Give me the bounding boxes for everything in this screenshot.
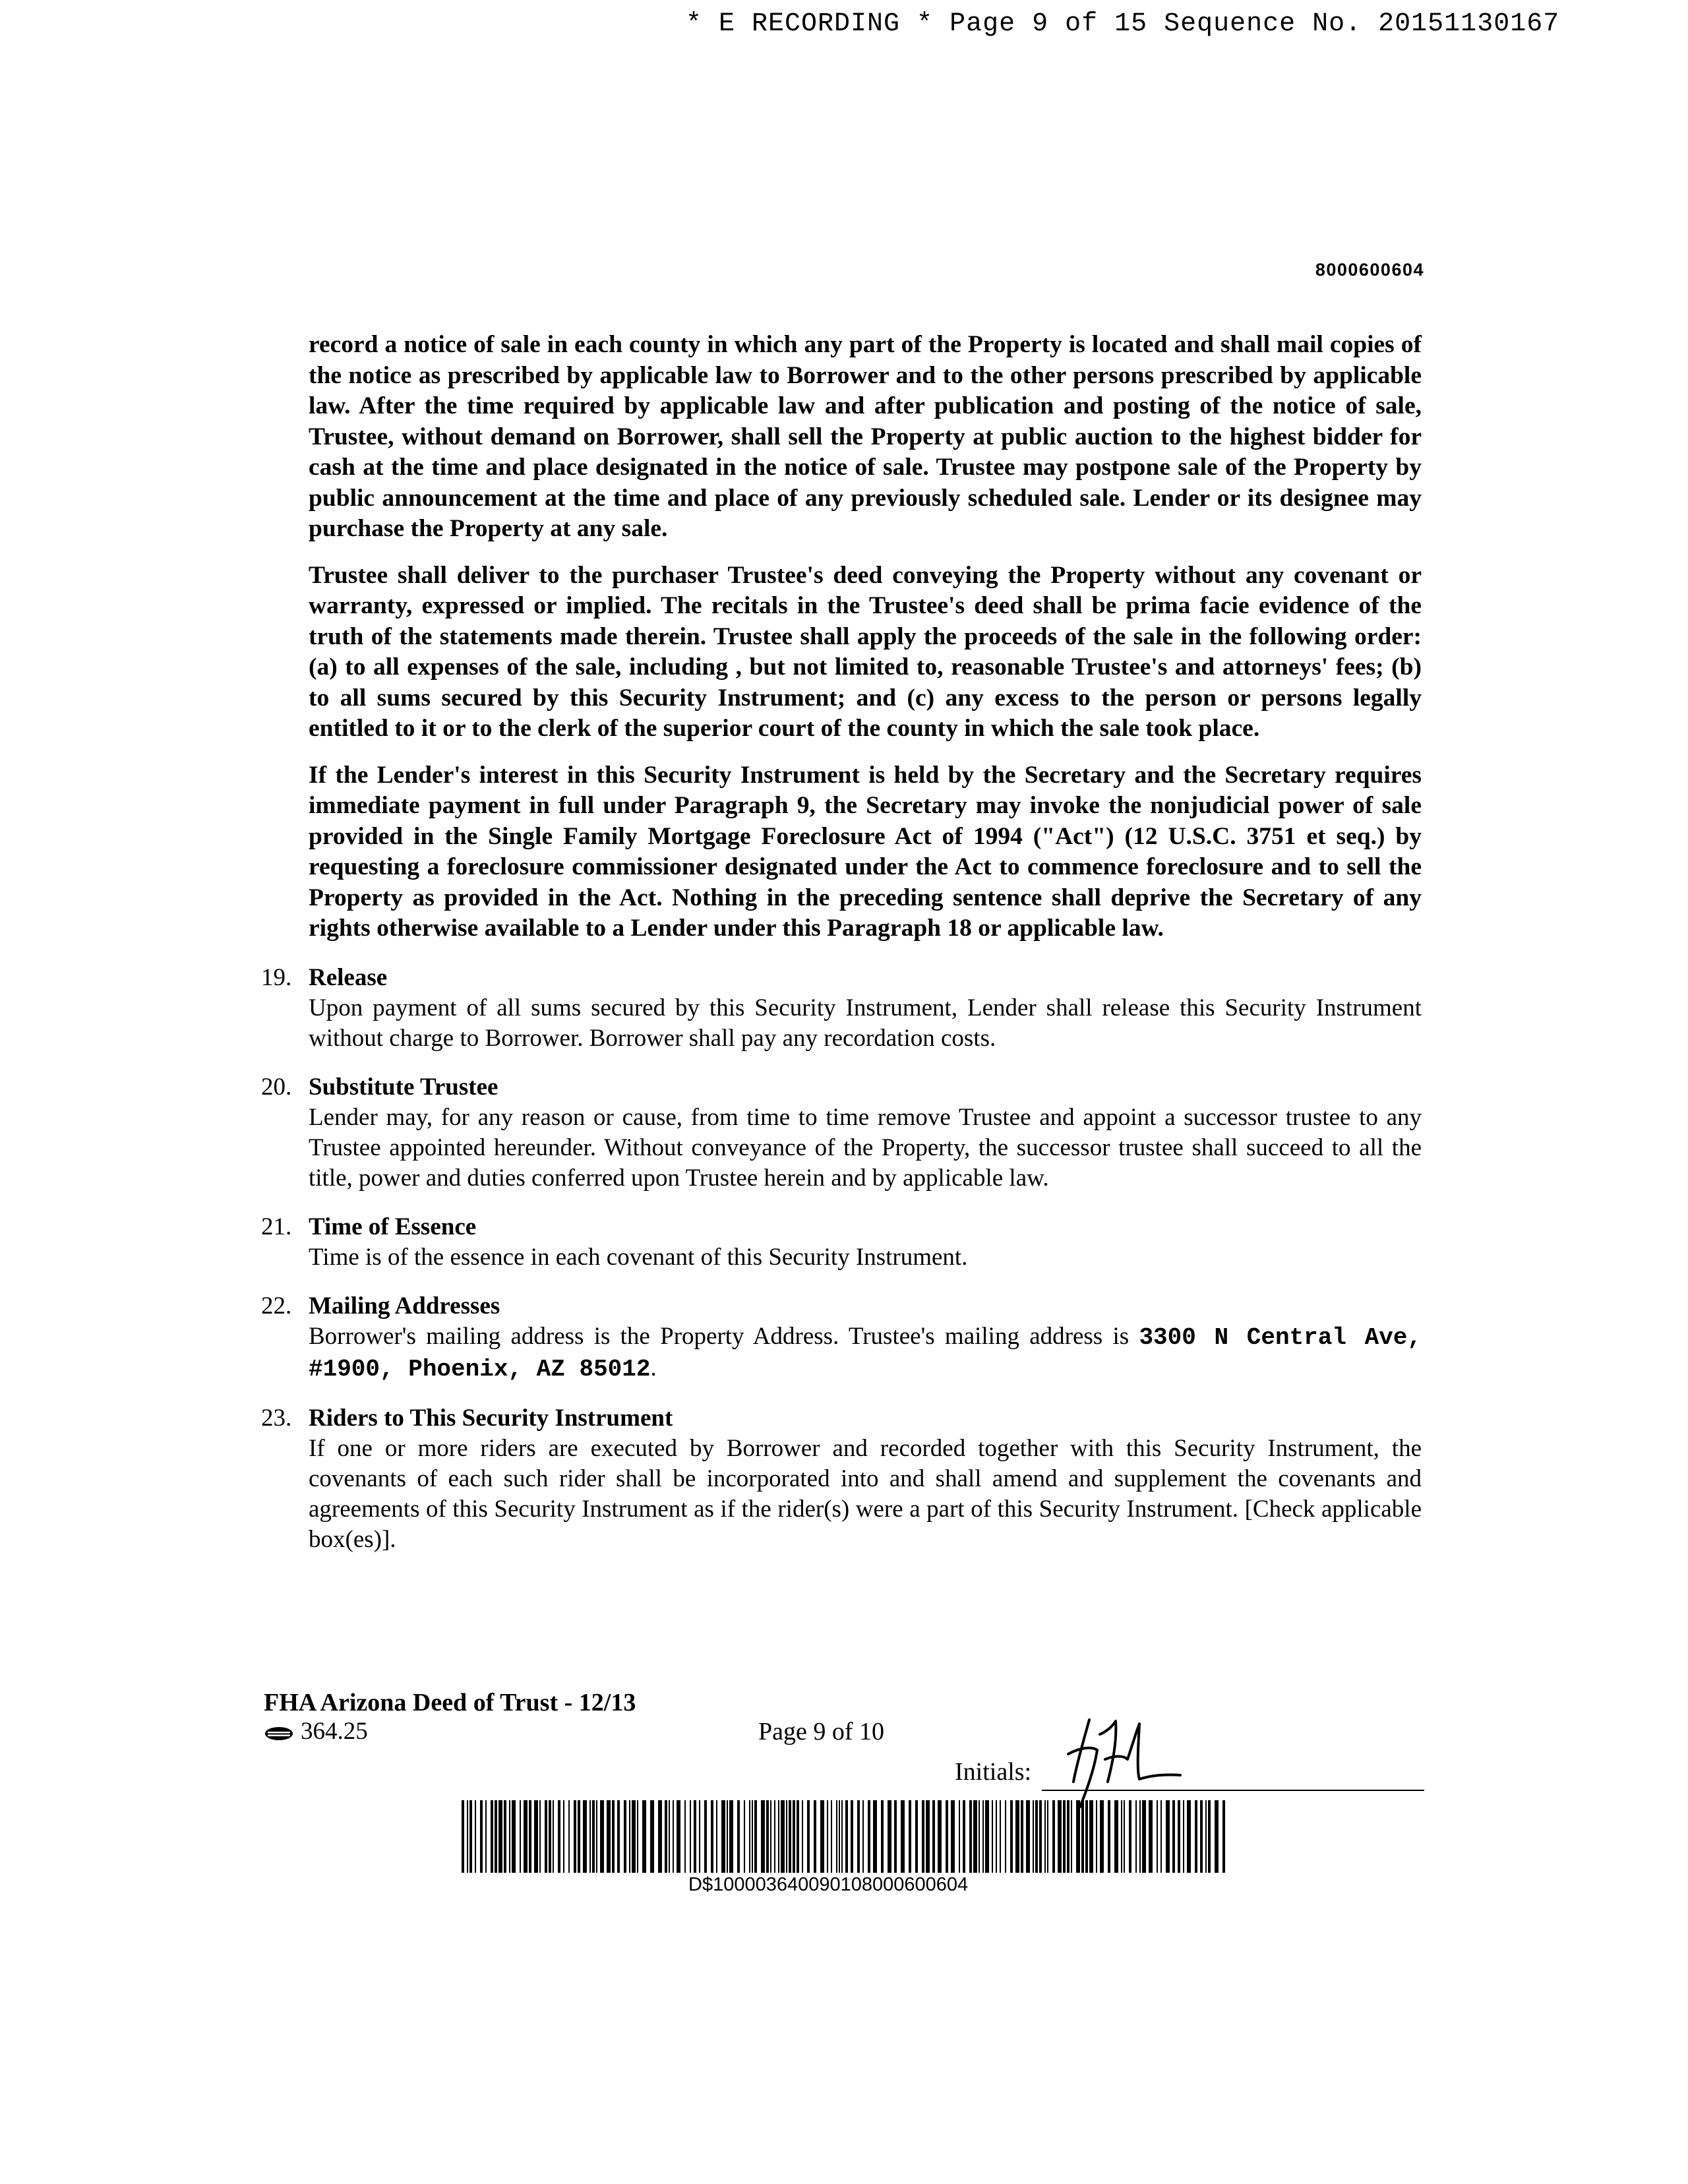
barcode-bar	[979, 1800, 980, 1873]
barcode-bar	[1172, 1800, 1175, 1873]
barcode-bar	[563, 1800, 564, 1873]
barcode-bar	[1149, 1800, 1153, 1873]
barcode-bar	[624, 1800, 626, 1873]
barcode-bar	[1160, 1800, 1162, 1873]
barcode-bar	[512, 1800, 516, 1873]
barcode-bar	[637, 1800, 638, 1873]
barcode-bar	[642, 1800, 646, 1873]
barcode-bar	[520, 1800, 521, 1873]
barcode-bar	[946, 1800, 948, 1873]
barcode-bar	[1135, 1800, 1137, 1873]
paragraph-trustee-deed: Trustee shall deliver to the purchaser Trustee's deed conveying the Property without any covenant or warranty, expressed or implied. The recitals in the Trustee's deed shall be prima facie evidence of the truth of the statements made therein. Trustee shall apply the proceeds of the sale in the following order: (a) to all expenses of the sale, including , but not limited to, reasonable Trustee's and attorneys' fees; (b) to all sums secured by this Security Instrument; and (c) any excess to the person or persons legally entitled to it or to the clerk of the superior court of the county in which the sale took place.	[309, 561, 1422, 742]
barcode-bar	[485, 1800, 487, 1873]
paragraph-notice-of-sale: record a notice of sale in each county in which any part of the Property is located and shall mail copies of the notice as prescribed by applicable law to Borrower and to the other persons prescribed by applicable law. After the time required by applicable law and after publication and posting of the notice of sale, Trustee, without demand on Borrower, shall sell the Property at public auction to the highest bidder for cash at the time and place designated in the notice of sale. Trustee may postpone sale of the Property by public announcement at the time and place of any previously scheduled sale. Lender or its designee may purchase the Property at any sale.	[309, 331, 1422, 542]
barcode-bar	[1183, 1800, 1184, 1873]
barcode-bar	[996, 1800, 997, 1873]
barcode-bar	[820, 1800, 824, 1873]
barcode-bar	[737, 1800, 740, 1873]
initials-signature	[1048, 1708, 1207, 1813]
barcode-bar	[1142, 1800, 1146, 1873]
barcode-bar	[699, 1800, 700, 1873]
barcode-bar	[1157, 1800, 1158, 1873]
section-title: Substitute Trustee	[309, 1073, 498, 1101]
barcode-bar	[873, 1800, 877, 1873]
barcode-bar	[1166, 1800, 1170, 1873]
section-text	[309, 1321, 1422, 1385]
barcode-bar	[881, 1800, 884, 1873]
barcode-bar	[909, 1800, 911, 1873]
barcode-bar	[509, 1800, 510, 1873]
barcode-bar	[1035, 1800, 1038, 1873]
section-text: If one or more riders are executed by Borrower and recorded together with this Security Instrument, the covenants of each such rider shall be incorporated into and shall amend and supplement the covenants and agreements of this Security Instrument as if the rider(s) were a part of this Security Instrument. [Check applicable box(es)].	[309, 1434, 1422, 1553]
loan-number: 8000600604	[1315, 260, 1424, 280]
barcode-bar	[612, 1800, 615, 1873]
section-release	[261, 963, 1422, 1054]
barcode-bar	[669, 1800, 670, 1873]
barcode-bar	[963, 1800, 965, 1873]
barcode-bar	[1114, 1800, 1118, 1873]
barcode-bar	[959, 1800, 960, 1873]
section-title: Time of Essence	[309, 1213, 477, 1240]
barcode-bar	[786, 1800, 787, 1873]
barcode-bar	[1215, 1800, 1219, 1873]
barcode-bar	[1071, 1800, 1072, 1873]
barcode-bar	[1200, 1800, 1203, 1873]
barcode-bar	[578, 1800, 580, 1873]
barcode-bar	[629, 1800, 630, 1873]
barcode-bar	[985, 1800, 989, 1873]
barcode-bar	[617, 1800, 620, 1873]
barcode-bar	[1039, 1800, 1042, 1873]
section-title: Mailing Addresses	[309, 1292, 500, 1320]
barcode-bar	[568, 1800, 570, 1873]
barcode-bar	[727, 1800, 728, 1873]
section-substitute-trustee	[261, 1072, 1422, 1194]
barcode-bar	[558, 1800, 560, 1873]
barcode-bar	[475, 1800, 476, 1873]
barcode-bar	[592, 1800, 595, 1873]
barcode-bar	[744, 1800, 745, 1873]
barcode-bar	[793, 1800, 795, 1873]
barcode-bar	[1047, 1800, 1048, 1873]
form-code: 364.25	[301, 1718, 368, 1745]
barcode-bar	[1208, 1800, 1211, 1873]
barcode-bar	[951, 1800, 955, 1873]
barcode-bar	[529, 1800, 531, 1873]
paragraph-secretary-power: If the Lender's interest in this Security Instrument is held by the Secretary and the Secretary requires immediate payment in full under Paragraph 9, the Secretary may invoke the nonjudicial power of sale provided in the Single Family Mortgage Foreclosure Act of 1994 ("Act") (12 U.S.C. 3751 et seq.) by requesting a foreclosure commissioner designated under the Act to commence foreclosure and to sell the Property as provided in the Act. Nothing in the preceding sentence shall deprive the Secretary of any rights otherwise available to a Lender under this Paragraph 18 or applicable law.	[309, 761, 1422, 942]
section-text: Upon payment of all sums secured by this Security Instrument, Lender shall release this Security Instrument without charge to Borrower. Borrower shall pay any recordation costs.	[309, 994, 1422, 1052]
barcode-bar	[650, 1800, 654, 1873]
mailing-text-end: .	[650, 1354, 657, 1381]
section-number: 22.	[261, 1292, 292, 1320]
barcode-bar	[857, 1800, 860, 1873]
barcode-bar	[1000, 1800, 1001, 1873]
barcode-bar	[539, 1800, 541, 1873]
barcode-bar	[814, 1800, 816, 1873]
section-number: 21.	[261, 1213, 292, 1240]
barcode-bar	[1033, 1800, 1034, 1873]
document-body	[261, 330, 1422, 1573]
barcode-bar	[553, 1800, 554, 1873]
barcode-bar	[901, 1800, 905, 1873]
barcode-bar	[938, 1800, 942, 1873]
barcode-bar	[694, 1800, 696, 1873]
barcode-bar	[1010, 1800, 1013, 1873]
barcode-bar	[1139, 1800, 1141, 1873]
barcode-bar	[761, 1800, 765, 1873]
barcode-bar	[1021, 1800, 1023, 1873]
barcode-bar	[462, 1800, 464, 1873]
barcode-bar	[752, 1800, 753, 1873]
barcode-bar	[766, 1800, 769, 1873]
barcode-bar	[778, 1800, 779, 1873]
barcode-bar	[992, 1800, 993, 1873]
page-number: Page 9 of 10	[758, 1718, 885, 1745]
barcode-bar	[632, 1800, 636, 1873]
barcode-bar	[1058, 1800, 1062, 1873]
barcode-bar	[467, 1800, 468, 1873]
barcode-bar	[973, 1800, 977, 1873]
barcode-bar	[1187, 1800, 1191, 1873]
barcode-bar	[1085, 1800, 1088, 1873]
section-mailing-addresses	[261, 1291, 1422, 1385]
barcode-bar	[862, 1800, 864, 1873]
barcode-number: D$100003640090108000600604	[688, 1874, 969, 1895]
form-title: FHA Arizona Deed of Trust - 12/13	[264, 1689, 636, 1716]
mailing-text: Borrower's mailing address is the Property Address. Trustee's mailing address is	[309, 1322, 1130, 1350]
section-title: Riders to This Security Instrument	[309, 1404, 673, 1432]
barcode-bar	[1178, 1800, 1180, 1873]
barcode-bar	[1044, 1800, 1046, 1873]
barcode-bar	[600, 1800, 604, 1873]
barcode-bar	[1052, 1800, 1055, 1873]
barcode-bar	[491, 1800, 493, 1873]
barcode-bar	[495, 1800, 497, 1873]
barcode-bar	[797, 1800, 799, 1873]
barcode-bar	[504, 1800, 506, 1873]
section-time-of-essence	[261, 1212, 1422, 1273]
barcode-bar	[684, 1800, 686, 1873]
barcode-bar	[1129, 1800, 1131, 1873]
barcode-bar	[1222, 1800, 1225, 1873]
barcode-bar	[1195, 1800, 1197, 1873]
barcode-bar	[524, 1800, 528, 1873]
barcode-bar	[836, 1800, 837, 1873]
barcode-bar	[665, 1800, 667, 1873]
barcode-bar	[770, 1800, 771, 1873]
section-riders	[261, 1403, 1422, 1555]
barcode-bar	[574, 1800, 576, 1873]
section-title: Release	[309, 963, 388, 991]
barcode-bar	[534, 1800, 538, 1873]
barcode-bar	[1063, 1800, 1066, 1873]
barcode-bar	[469, 1800, 472, 1873]
barcode-bar	[480, 1800, 483, 1873]
trustee-address: 3300 N Central Ave, #1900, Phoenix, AZ 85012	[309, 1323, 1422, 1383]
barcode-bar	[1121, 1800, 1122, 1873]
barcode-bar	[894, 1800, 897, 1873]
barcode-bar	[498, 1800, 502, 1873]
barcode-bar	[658, 1800, 662, 1873]
section-number: 19.	[261, 963, 292, 991]
form-code-row	[264, 1717, 368, 1745]
section-text: Time is of the essence in each covenant of this Security Instrument.	[309, 1243, 968, 1271]
barcode-bar	[1124, 1800, 1125, 1873]
barcode-bar	[888, 1800, 891, 1873]
barcode-bar	[677, 1800, 680, 1873]
barcode-bar	[596, 1800, 597, 1873]
barcode-bar	[841, 1800, 843, 1873]
barcode-bar	[690, 1800, 691, 1873]
barcode-bar	[716, 1800, 717, 1873]
barcode-bar	[721, 1800, 725, 1873]
barcode-bar	[704, 1800, 707, 1873]
barcode-bar	[549, 1800, 551, 1873]
barcode-bar	[839, 1800, 840, 1873]
barcode-bar	[607, 1800, 611, 1873]
barcode-bar	[807, 1800, 810, 1873]
barcode-bar	[969, 1800, 972, 1873]
form-logo-icon	[264, 1726, 294, 1742]
barcode-bar	[1081, 1800, 1084, 1873]
section-number: 20.	[261, 1073, 292, 1101]
barcode-bar	[982, 1800, 984, 1873]
barcode-bar	[589, 1800, 591, 1873]
barcode-bar	[845, 1800, 848, 1873]
barcode-bar	[774, 1800, 775, 1873]
barcode-bar	[1067, 1800, 1070, 1873]
barcode-bar	[1205, 1800, 1207, 1873]
barcode-bar	[1096, 1800, 1097, 1873]
barcode-bar	[868, 1800, 870, 1873]
barcode-bar	[922, 1800, 924, 1873]
barcode-bar	[932, 1800, 935, 1873]
barcode-bar	[729, 1800, 733, 1873]
barcode-bar	[789, 1800, 791, 1873]
document-barcode	[462, 1800, 1226, 1873]
barcode-bar	[1076, 1800, 1080, 1873]
barcode-bar	[802, 1800, 803, 1873]
barcode-bar	[1026, 1800, 1030, 1873]
barcode-bar	[754, 1800, 757, 1873]
barcode-bar	[915, 1800, 918, 1873]
barcode-bar	[851, 1800, 853, 1873]
barcode-bar	[926, 1800, 930, 1873]
initials-label: Initials:	[955, 1758, 1032, 1786]
barcode-bar	[831, 1800, 832, 1873]
barcode-bar	[781, 1800, 785, 1873]
barcode-bar	[545, 1800, 547, 1873]
barcode-bar	[673, 1800, 674, 1873]
recording-header: * E RECORDING * Page 9 of 15 Sequence No. 20151130167	[686, 9, 1560, 39]
barcode-bar	[1005, 1800, 1006, 1873]
barcode-bar	[583, 1800, 587, 1873]
barcode-bar	[827, 1800, 828, 1873]
barcode-bar	[1089, 1800, 1093, 1873]
section-text: Lender may, for any reason or cause, from time to time remove Trustee and appoint a successor trustee to any Trustee appointed hereunder. Without conveyance of the Property, the successor trustee shall succeed to all the title, power and duties conferred upon Trustee herein and by applicable law.	[309, 1103, 1422, 1192]
barcode-bar	[749, 1800, 750, 1873]
barcode-bar	[1015, 1800, 1019, 1873]
section-number: 23.	[261, 1404, 292, 1432]
barcode-bar	[1100, 1800, 1104, 1873]
barcode-bar	[1108, 1800, 1110, 1873]
barcode-bar	[711, 1800, 713, 1873]
